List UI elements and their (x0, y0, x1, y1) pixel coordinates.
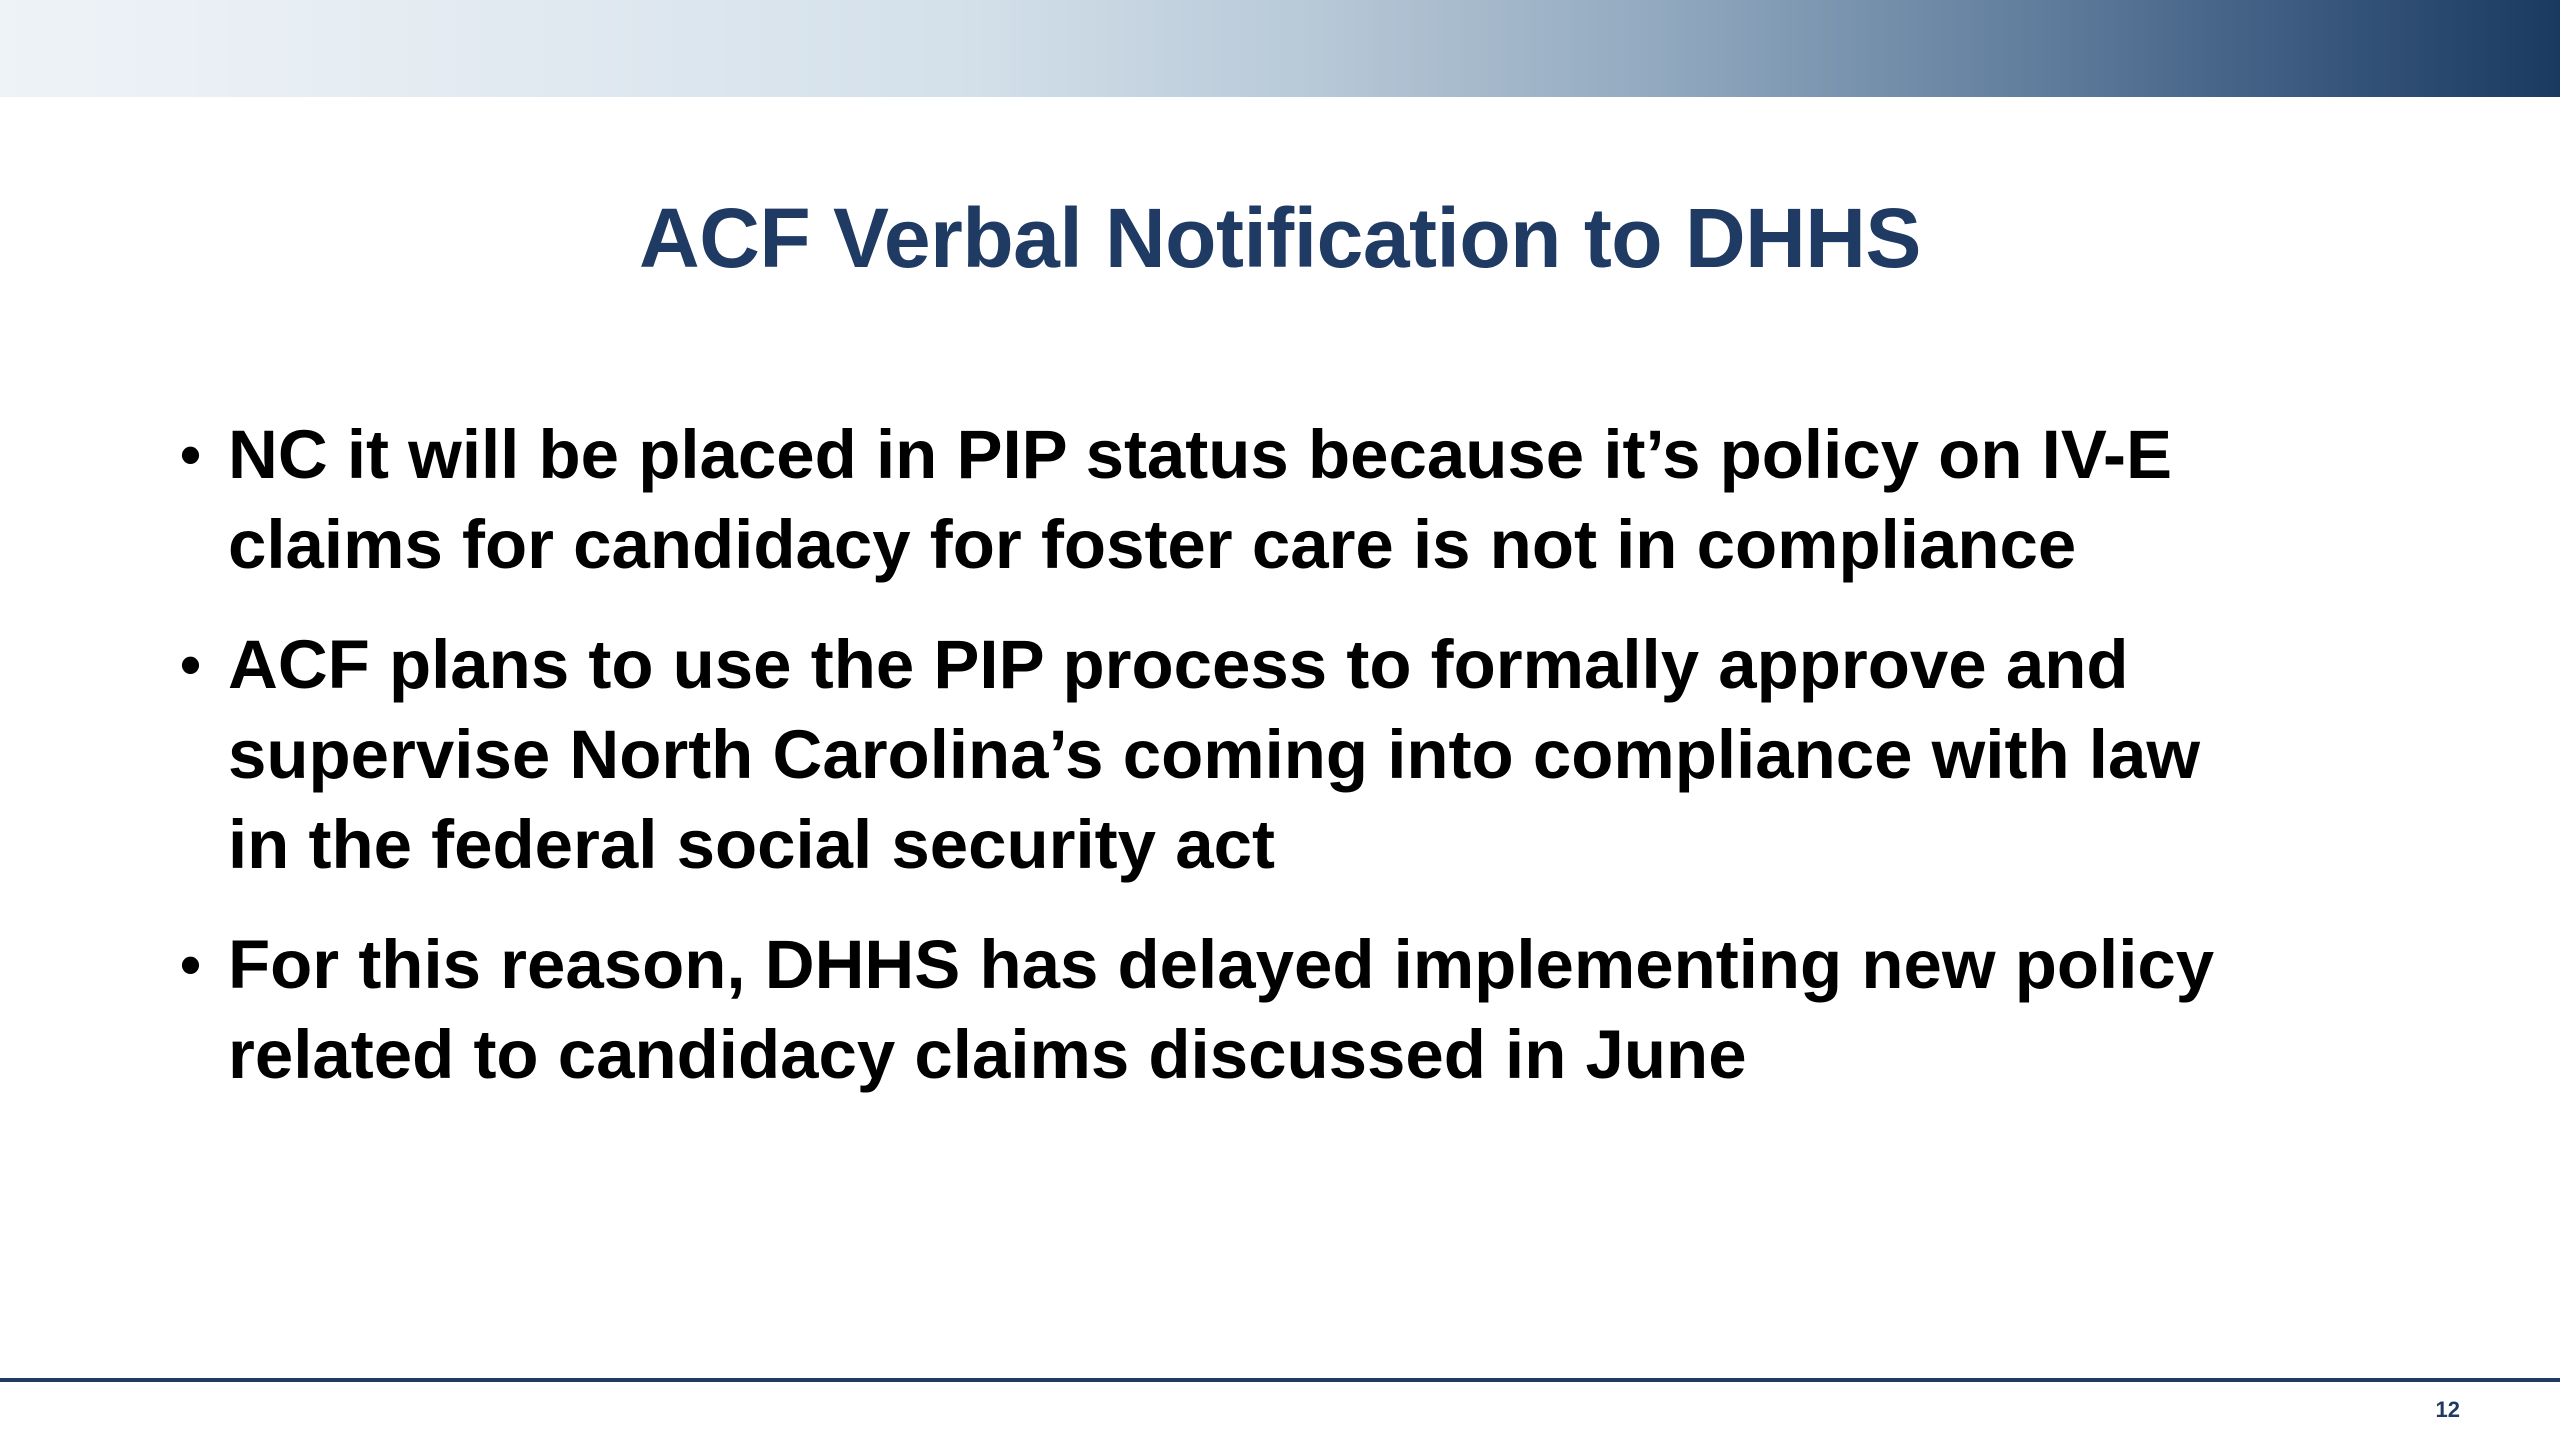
bullet-text: ACF plans to use the PIP process to formally approve and supervise North Carolina’s coming into compliance with law in the federal social security act (228, 626, 2200, 883)
bullet-text: For this reason, DHHS has delayed implementing new policy related to candidacy claims discussed in June (228, 926, 2215, 1093)
bullet-text: NC it will be placed in PIP status because it’s policy on IV-E claims for candidacy for foster care is not in compliance (228, 416, 2173, 583)
bullet-icon: • (180, 631, 202, 698)
bullet-icon: • (180, 421, 202, 488)
bullet-item (180, 410, 2260, 590)
top-gradient-banner (0, 0, 2560, 97)
bullet-item (180, 920, 2260, 1100)
bullet-item (180, 620, 2260, 890)
bullet-list (180, 410, 2260, 1130)
page-number: 12 (2435, 1397, 2460, 1422)
slide-title: ACF Verbal Notification to DHHS (639, 191, 1921, 285)
bullet-icon: • (180, 931, 202, 998)
footer-divider (0, 1378, 2560, 1382)
